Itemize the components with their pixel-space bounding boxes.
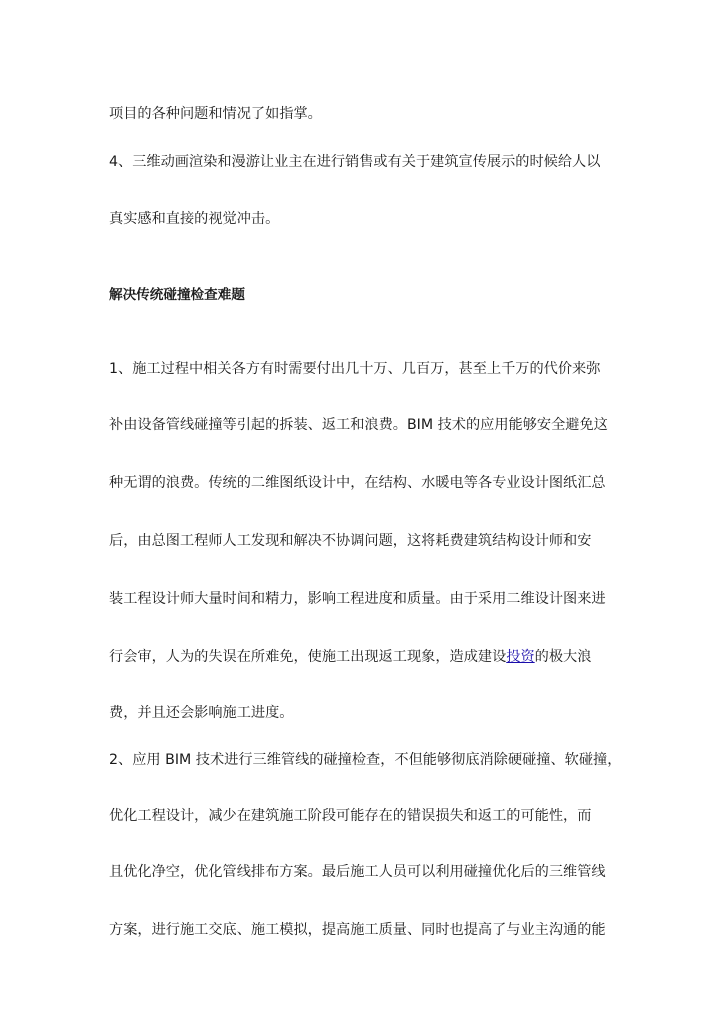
item1-line1: 1、施工过程中相关各方有时需要付出几十万、几百万，甚至上千万的代价来弥: [109, 361, 601, 377]
item2-line4: 方案，进行施工交底、施工模拟，提高施工质量、同时也提高了与业主沟通的能: [109, 922, 606, 938]
item1-line7: 费，并且还会影响施工进度。: [109, 705, 294, 721]
section-heading: 解决传统碰撞检查难题: [109, 287, 245, 303]
item2-line2: 优化工程设计，减少在建筑施工阶段可能存在的错误损失和返工的可能性，而: [109, 808, 592, 824]
item1-line6-text-after: 的极大浪: [534, 649, 592, 665]
investment-link[interactable]: 投资: [506, 649, 535, 665]
item1-line6: [109, 647, 591, 667]
item2-line1: 2、应用 BIM 技术进行三维管线的碰撞检查，不但能够彻底消除硬碰撞、软碰撞，: [109, 752, 622, 768]
item1-line2: 补由设备管线碰撞等引起的拆装、返工和浪费。BIM 技术的应用能够安全避免这: [109, 417, 608, 433]
item1-line4: 后，由总图工程师人工发现和解决不协调问题，这将耗费建筑结构设计师和安: [109, 533, 592, 549]
item4-line2: 真实感和直接的视觉冲击。: [109, 211, 280, 227]
intro-tail-line: 项目的各种问题和情况了如指掌。: [109, 106, 322, 122]
item2-line3: 且优化净空，优化管线排布方案。最后施工人员可以利用碰撞优化后的三维管线: [109, 864, 606, 880]
item1-line6-text-before: 行会审，人为的失误在所难免，使施工出现返工现象，造成建设: [109, 649, 507, 665]
item1-line5: 装工程设计师大量时间和精力，影响工程进度和质量。由于采用二维设计图来进: [109, 591, 606, 607]
item4-line1: 4、三维动画渲染和漫游让业主在进行销售或有关于建筑宣传展示的时候给人以: [109, 154, 601, 170]
item1-line3: 种无谓的浪费。传统的二维图纸设计中，在结构、水暖电等各专业设计图纸汇总: [109, 475, 606, 491]
